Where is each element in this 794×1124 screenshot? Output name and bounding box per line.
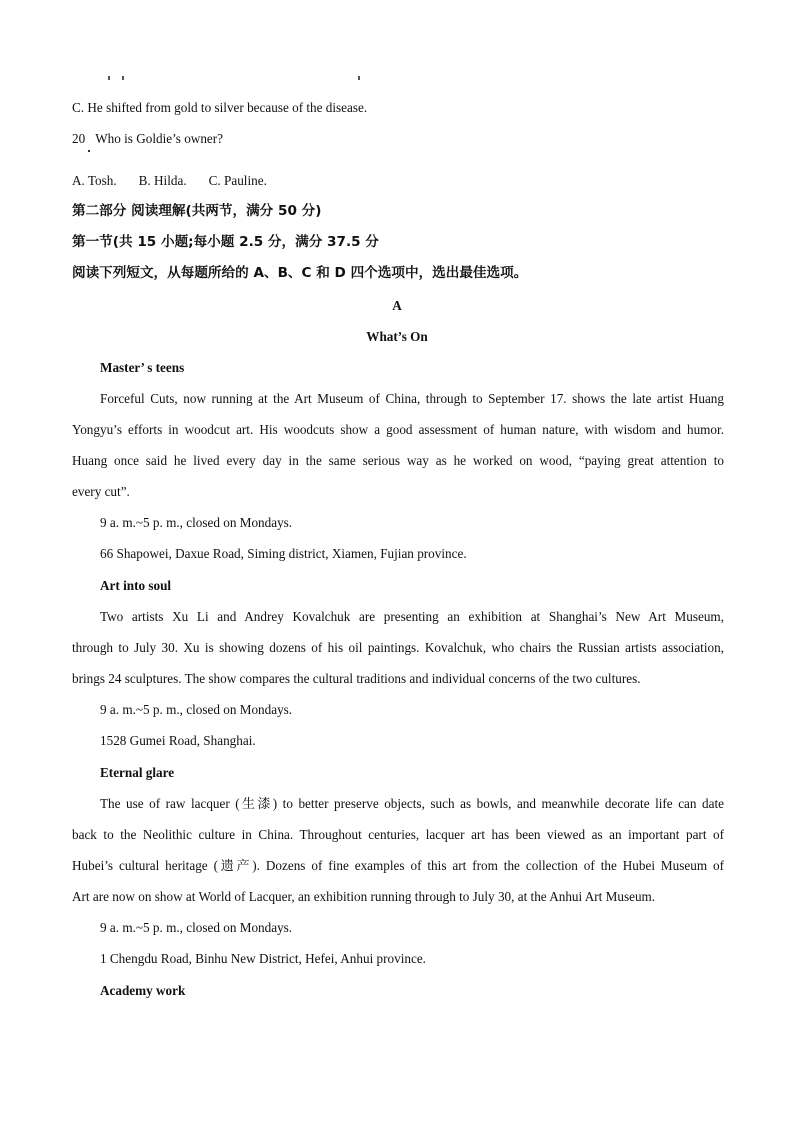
item-address: 1528 Gumei Road, Shanghai. xyxy=(100,733,256,748)
question-number: 20 xyxy=(72,131,86,146)
instruction: 阅读下列短文，从每题所给的 A、B、C 和 D 四个选项中，选出最佳选项。 xyxy=(72,265,528,281)
item-heading: Master’ s teens xyxy=(100,360,185,375)
item-line: The use of raw lacquer (生漆) to better preserve objects, such as bowls, and meanwhile decorate life can date xyxy=(100,796,724,811)
cropped-line-fragment xyxy=(72,72,362,82)
item-hours: 9 a. m.~5 p. m., closed on Mondays. xyxy=(100,920,293,935)
passage-title: What’s On xyxy=(366,329,428,344)
item-heading: Eternal glare xyxy=(100,765,175,780)
item-line: back to the Neolithic culture in China. Throughout centuries, lacquer art has been viewed as an important part of xyxy=(72,827,724,842)
option-c: C. Pauline. xyxy=(208,173,267,188)
passage-letter: A xyxy=(392,298,402,313)
item-line: Hubei’s cultural heritage (遗产). Dozens of fine examples of this art from the collection of the Hubei Museum of xyxy=(72,858,724,873)
option-a: A. Tosh. xyxy=(72,173,117,188)
option-b: B. Hilda. xyxy=(138,173,187,188)
item-line: Art are now on show at World of Lacquer, an exhibition running through to July 30, at the Anhui Art Museum. xyxy=(72,889,656,904)
item-address: 66 Shapowei, Daxue Road, Siming district, Xiamen, Fujian province. xyxy=(100,546,467,561)
sub-title: 第一节(共 15 小题;每小题 2.5 分，满分 37.5 分 xyxy=(72,234,379,250)
item-line: every cut”. xyxy=(72,484,130,499)
question-20 xyxy=(72,131,223,147)
item-line: Huang once said he lived every day in the same serious way as he worked on wood, “paying great attention to xyxy=(72,453,724,468)
item-line: through to July 30. Xu is showing dozens of his oil paintings. Kovalchuk, who chairs the Russian artists association, xyxy=(72,640,724,655)
item-line: Forceful Cuts, now running at the Art Museum of China, through to September 17. shows the late artist Huang xyxy=(100,391,724,406)
item-hours: 9 a. m.~5 p. m., closed on Mondays. xyxy=(100,702,293,717)
part-title: 第二部分 阅读理解(共两节，满分 50 分) xyxy=(72,203,322,219)
item-heading: Art into soul xyxy=(100,578,172,593)
item-line: Yongyu’s efforts in woodcut art. His woodcuts show a good assessment of human nature, with wisdom and humor. xyxy=(72,422,724,437)
item-heading: Academy work xyxy=(100,983,186,998)
question-20-options xyxy=(72,173,289,189)
question-text: Who is Goldie’s owner? xyxy=(95,131,224,146)
item-line: brings 24 sculptures. The show compares the cultural traditions and individual concerns of the two cultures. xyxy=(72,671,641,686)
item-hours: 9 a. m.~5 p. m., closed on Mondays. xyxy=(100,515,293,530)
item-address: 1 Chengdu Road, Binhu New District, Hefei, Anhui province. xyxy=(100,951,426,966)
question-19-option-c: C. He shifted from gold to silver because of the disease. xyxy=(72,100,368,115)
item-line: Two artists Xu Li and Andrey Kovalchuk are presenting an exhibition at Shanghai’s New Art Museum, xyxy=(100,609,724,624)
stray-dot xyxy=(88,150,90,152)
